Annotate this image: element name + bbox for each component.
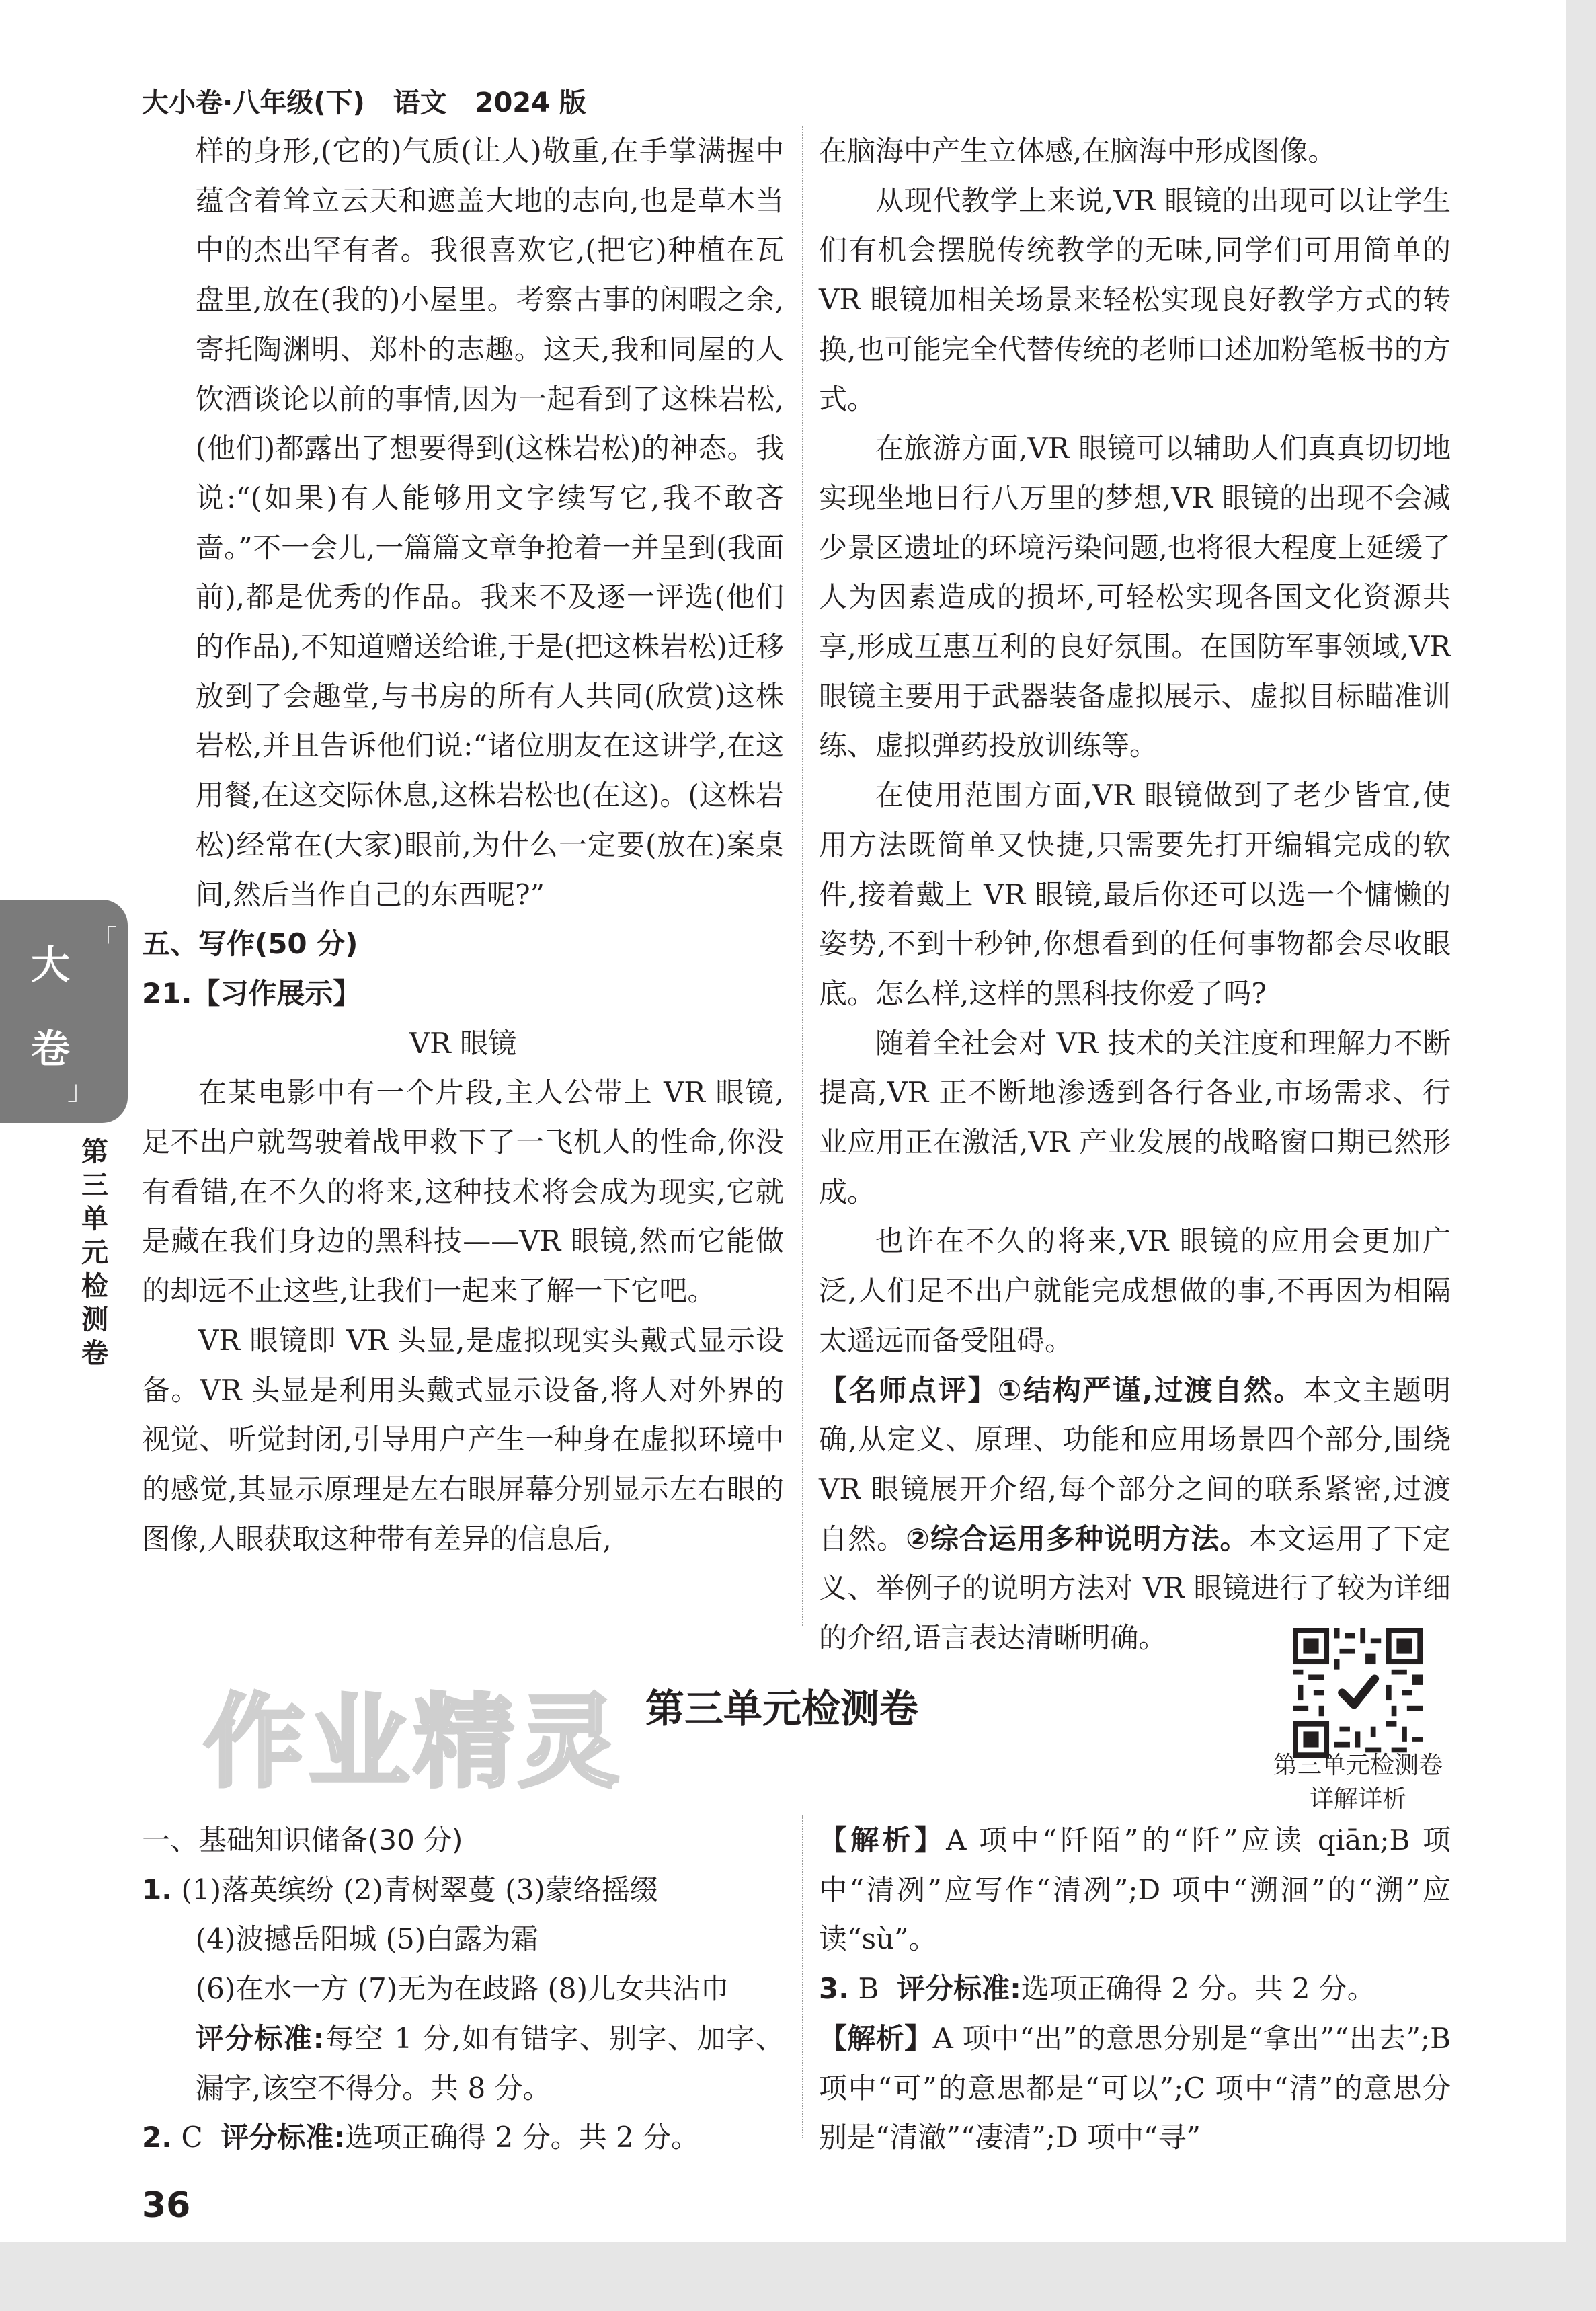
question-number: 3. xyxy=(819,1972,850,2006)
column-divider xyxy=(802,1815,803,2138)
question-number: 2. xyxy=(142,2121,173,2154)
essay-paragraph: 随着全社会对 VR 技术的关注度和理解力不断提高,VR 正不断地渗透到各行各业,市场需求、行业应用正在激活,VR 产业发展的战略窗口期已然形成。 xyxy=(819,1026,1451,1208)
book-series: 大小卷·八年级(下) xyxy=(142,87,365,118)
bracket-mark: 」 xyxy=(67,1075,94,1106)
scoring-label: 评分标准: xyxy=(897,1972,1021,2006)
page-header xyxy=(142,79,605,126)
review-point: ①结构严谨,过渡自然。 xyxy=(997,1373,1304,1407)
teacher-review xyxy=(819,1366,1451,1663)
essay-paragraph: 在旅游方面,VR 眼镜可以辅助人们真真切切地实现坐地日行八万里的梦想,VR 眼镜的出现不会减少景区遗址的环境污染问题,也将很大程度上延缓了人为因素造成的损坏,可轻松实现各国文化资源共享,形成互惠互利的良好氛围。在国防军事领域,VR 眼镜主要用于武器装备虚拟展示、虚拟目标瞄准训练、虚拟弹药投放训练等。 xyxy=(819,432,1451,762)
edition-label: 2024 版 xyxy=(475,87,586,118)
section-title: 第三单元检测卷 xyxy=(645,1686,919,1731)
answer-1 xyxy=(142,1865,784,1915)
section-writing-heading: 五、写作(50 分) xyxy=(142,927,358,961)
analysis-3 xyxy=(819,2014,1451,2162)
analysis-label: 【解析】 xyxy=(819,2021,933,2055)
review-label: 【名师点评】 xyxy=(819,1373,998,1407)
upper-right-column xyxy=(819,126,1451,1663)
side-tab-char: 大 xyxy=(30,942,70,988)
upper-left-column xyxy=(142,126,784,1563)
answer-3 xyxy=(819,1964,1451,2014)
scoring-label: 评分标准: xyxy=(221,2121,346,2154)
answer-choice: C xyxy=(181,2121,203,2154)
review-text: 本文主题明确,从定义、原理、功能和应用场景四个部分,围绕 VR 眼镜展开介绍,每个部分之间的联系紧密,过渡自然。 xyxy=(819,1373,1451,1555)
subject-label: 语文 xyxy=(393,87,447,118)
analysis-2 xyxy=(819,1815,1451,1964)
question-number: 1. xyxy=(142,1873,173,1906)
analysis-text: A 项中“阡陌”的“阡”应读 qiān;B 项中“清冽”应写作“清冽”;D 项中“溯洄”的“溯”应读“sù”。 xyxy=(819,1824,1451,1956)
answer-line: (6)在水一方 (7)无为在歧路 (8)儿女共沾巾 xyxy=(195,1972,729,2006)
analysis-text: A 项中“出”的意思分别是“拿出”“出去”;B 项中“可”的意思都是“可以”;C 项中“清”的意思分别是“清澈”“凄清”;D 项中“寻” xyxy=(819,2021,1451,2154)
scoring-label: 评分标准: xyxy=(195,2021,325,2055)
essay-title: VR 眼镜 xyxy=(409,1026,517,1060)
page-number: 36 xyxy=(142,2185,191,2226)
side-vertical-title: 第三单元检测卷 xyxy=(81,1136,108,1369)
question-21-heading: 21.【习作展示】 xyxy=(142,976,362,1010)
bracket-mark: 「 xyxy=(90,925,117,955)
answer-choice: B xyxy=(858,1972,879,2006)
answer-line: (1)落英缤纷 (2)青树翠蔓 (3)蒙络摇缀 xyxy=(181,1873,658,1906)
qr-label-line: 第三单元检测卷 xyxy=(1273,1752,1443,1779)
scoring-text: 每空 1 分,如有错字、别字、加字、漏字,该空不得分。共 8 分。 xyxy=(195,2021,785,2105)
essay-paragraph: VR 眼镜即 VR 头显,是虚拟现实头戴式显示设备。VR 头显是利用头戴式显示设备,将人对外界的视觉、听觉封闭,引导用户产生一种身在虚拟环境中的感觉,其显示原理是左右眼屏幕分别显示左右眼的图像,人眼获取这种带有差异的信息后, xyxy=(142,1323,784,1555)
side-tab xyxy=(0,900,128,1123)
section-basics-heading: 一、基础知识储备(30 分) xyxy=(142,1824,463,1856)
scoring-text: 选项正确得 2 分。共 2 分。 xyxy=(345,2121,700,2154)
essay-paragraph: 在某电影中有一个片段,主人公带上 VR 眼镜,足不出户就驾驶着战甲救下了一飞机人的性命,你没有看错,在不久的将来,这种技术将会成为现实,它就是藏在我们身边的黑科技——VR 眼镜,然而它能做的却远不止这些,让我们一起来了解一下它吧。 xyxy=(142,1076,784,1308)
essay-paragraph: 也许在不久的将来,VR 眼镜的应用会更加广泛,人们足不出户就能完成想做的事,不再因为相隔太遥远而备受阻碍。 xyxy=(819,1224,1451,1357)
translation-text: 样的身形,(它的)气质(让人)敬重,在手掌满握中蕴含着耸立云天和遮盖大地的志向,也是草木当中的杰出罕有者。我很喜欢它,(把它)种植在瓦盘里,放在(我的)小屋里。考察古事的闲暇之余,寄托陶渊明、郑朴的志趣。这天,我和同屋的人饮酒谈论以前的事情,因为一起看到了这株岩松,(他们)都露出了想要得到(这株岩松)的神态。我说:“(如果)有人能够用文字续写它,我不敢吝啬。”不一会儿,一篇篇文章争抢着一并呈到(我面前),都是优秀的作品。我来不及逐一评选(他们的作品),不知道赠送给谁,于是(把这株岩松)迁移放到了会趣堂,与书房的所有人共同(欣赏)这株岩松,并且告诉他们说:“诸位朋友在这讲学,在这用餐,在这交际休息,这株岩松也(在这)。(这株岩松)经常在(大家)眼前,为什么一定要(放在)案桌间,然后当作自己的东西呢?” xyxy=(195,134,784,911)
qr-code-icon[interactable] xyxy=(1293,1628,1423,1758)
qr-code-label xyxy=(1257,1749,1459,1816)
side-tab-char: 卷 xyxy=(30,1026,70,1072)
review-text: 本文运用了下定义、举例子的说明方法对 VR 眼镜进行了较为详细的介绍,语言表达清晰明确。 xyxy=(819,1522,1451,1655)
scoring-text: 选项正确得 2 分。共 2 分。 xyxy=(1021,1972,1375,2006)
essay-paragraph: 在脑海中产生立体感,在脑海中形成图像。 xyxy=(819,134,1336,167)
watermark-logo: 作业精灵 xyxy=(204,1684,624,1801)
lower-right-column xyxy=(819,1815,1451,2162)
watermark-smudge xyxy=(215,2071,497,2172)
essay-paragraph: 从现代教学上来说,VR 眼镜的出现可以让学生们有机会摆脱传统教学的无味,同学们可用简单的 VR 眼镜加相关场景来轻松实现良好教学方式的转换,也可能完全代替传统的老师口述加粉笔板书的方式。 xyxy=(819,184,1451,416)
qr-label-line: 详解详析 xyxy=(1309,1785,1406,1813)
answer-line: (4)波撼岳阳城 (5)白露为霜 xyxy=(195,1922,539,1956)
review-point: ②综合运用多种说明方法。 xyxy=(906,1522,1249,1555)
analysis-label: 【解析】 xyxy=(819,1824,947,1856)
column-divider xyxy=(802,126,803,1626)
essay-paragraph: 在使用范围方面,VR 眼镜做到了老少皆宜,使用方法既简单又快捷,只需要先打开编辑完成的软件,接着戴上 VR 眼镜,最后你还可以选一个慵懒的姿势,不到十秒钟,你想看到的任何事物都会尽收眼底。怎么样,这样的黑科技你爱了吗? xyxy=(819,779,1451,1010)
